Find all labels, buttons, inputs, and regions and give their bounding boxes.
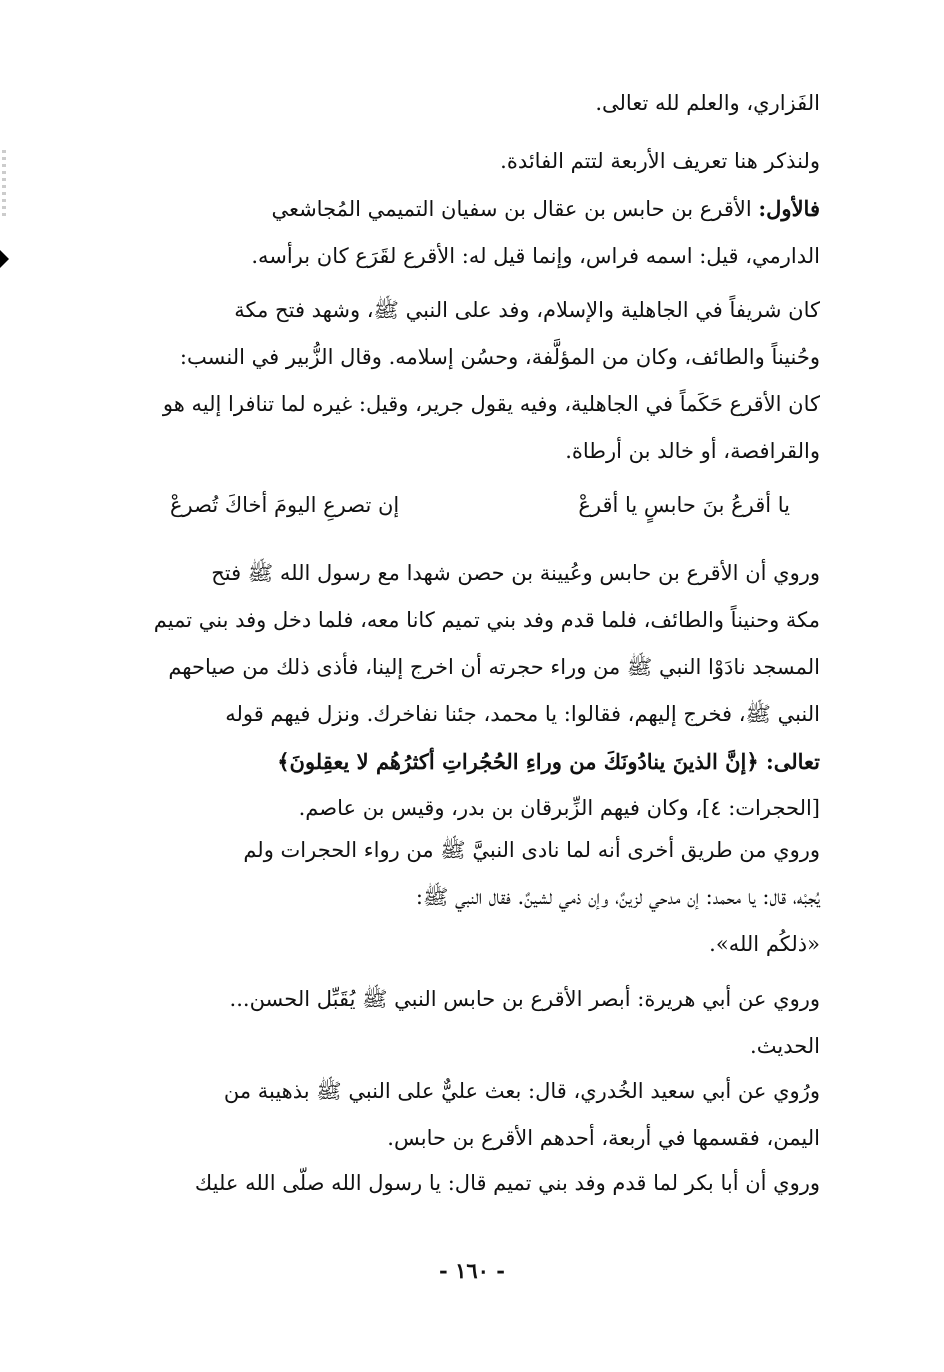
text-line: الفَزاري، والعلم لله تعالى. [595,91,820,115]
text-line: اليمن، فقسمها في أربعة، أحدهم الأقرع بن حابس. [387,1126,820,1150]
text-line: مكة وحنيناً والطائف، فلما قدم وفد بني تميم كانا معه، فلما دخل وفد بني تميم [153,608,820,632]
text-line: النبي ﷺ، فخرج إليهم، فقالوا: يا محمد، جئنا نفاخرك. ونزل فيهم قوله [225,702,820,726]
verse-second-hemistich: إن تصرعِ اليومَ أخاكَ تُصرعْ [170,493,400,517]
text-line: وروي أن الأقرع بن حابس وعُيينة بن حصن شهدا مع رسول الله ﷺ فتح [211,561,820,585]
text-line: الحديث. [750,1034,820,1058]
paragraph [120,827,820,968]
text-line: وحُنيناً والطائف، وكان من المؤلَّفة، وحسُن إسلامه. وقال الزُّبير في النسب: [179,345,820,369]
text-line: فالأول: الأقرع بن حابس بن عقال بن سفيان التميمي المُجاشعي [271,196,820,221]
poetry-verse [170,482,790,529]
text-line: والقرافصة، أو خالد بن أرطاة. [565,439,820,463]
paragraph [120,138,820,280]
paragraph [120,1160,820,1207]
paragraph [120,80,820,127]
text-line: [الحجرات: ٤]، وكان فيهم الزِّبرقان بن بدر، وقيس بن عاصم. [298,796,820,820]
paragraph [120,550,820,832]
text-line: ولنذكر هنا تعريف الأربعة لتتم الفائدة. [500,149,820,173]
scan-arrow-marker [0,250,9,268]
text-line: كان الأقرع حَكَماً في الجاهلية، وفيه يقول جرير، وقيل: غيره لما تنافرا إليه هو [162,392,820,416]
text-line: المسجد نادَوْا النبي ﷺ من وراء حجرته أن اخرج إلينا، فأذى ذلك من صياحهم [168,655,820,679]
scan-edge-artifact [2,150,6,220]
text-line: كان شريفاً في الجاهلية والإسلام، وفد على النبي ﷺ، وشهد فتح مكة [234,298,820,322]
text-line: ورُوي عن أبي سعيد الخُدري، قال: بعث عليٌّ على النبي ﷺ بذهيبة من [223,1079,820,1103]
paragraph [120,1068,820,1162]
text-line: «ذلكُم الله». [709,932,820,956]
text-line: وروي من طريق أخرى أنه لما نادى النبيَّ ﷺ من رواء الحجرات ولم [243,838,820,862]
verse-first-hemistich: يا أقرعُ بنَ حابسٍ يا أقرعْ [578,493,790,517]
paragraph [120,976,820,1070]
text-line: وروي عن أبي هريرة: أبصر الأقرع بن حابس النبي ﷺ يُقَبِّل الحسن... [229,987,820,1011]
text-line: يُجبْه، قال: يا محمد: إن مدحي لزينٌ، وإن ذمي لشينٌ. فقال النبي ﷺ: [415,885,820,909]
text-line: وروي أن أبا بكر لما قدم وفد بني تميم قال: يا رسول الله صلّى الله عليك [194,1171,820,1195]
entry-heading: فالأول: [758,196,820,221]
paragraph [120,287,820,475]
page-number: - ١٦٠ - [439,1258,505,1283]
text-line: تعالى: ﴿إنَّ الذينَ ينادُونَكَ من وراءِ الحُجُراتِ أكثرُهُم لا يعقِلونَ﴾ [277,749,820,774]
text-line: الدارمي، قيل: اسمه فراس، وإنما قيل له: الأقرع لقَرَع كان برأسه. [251,244,820,268]
